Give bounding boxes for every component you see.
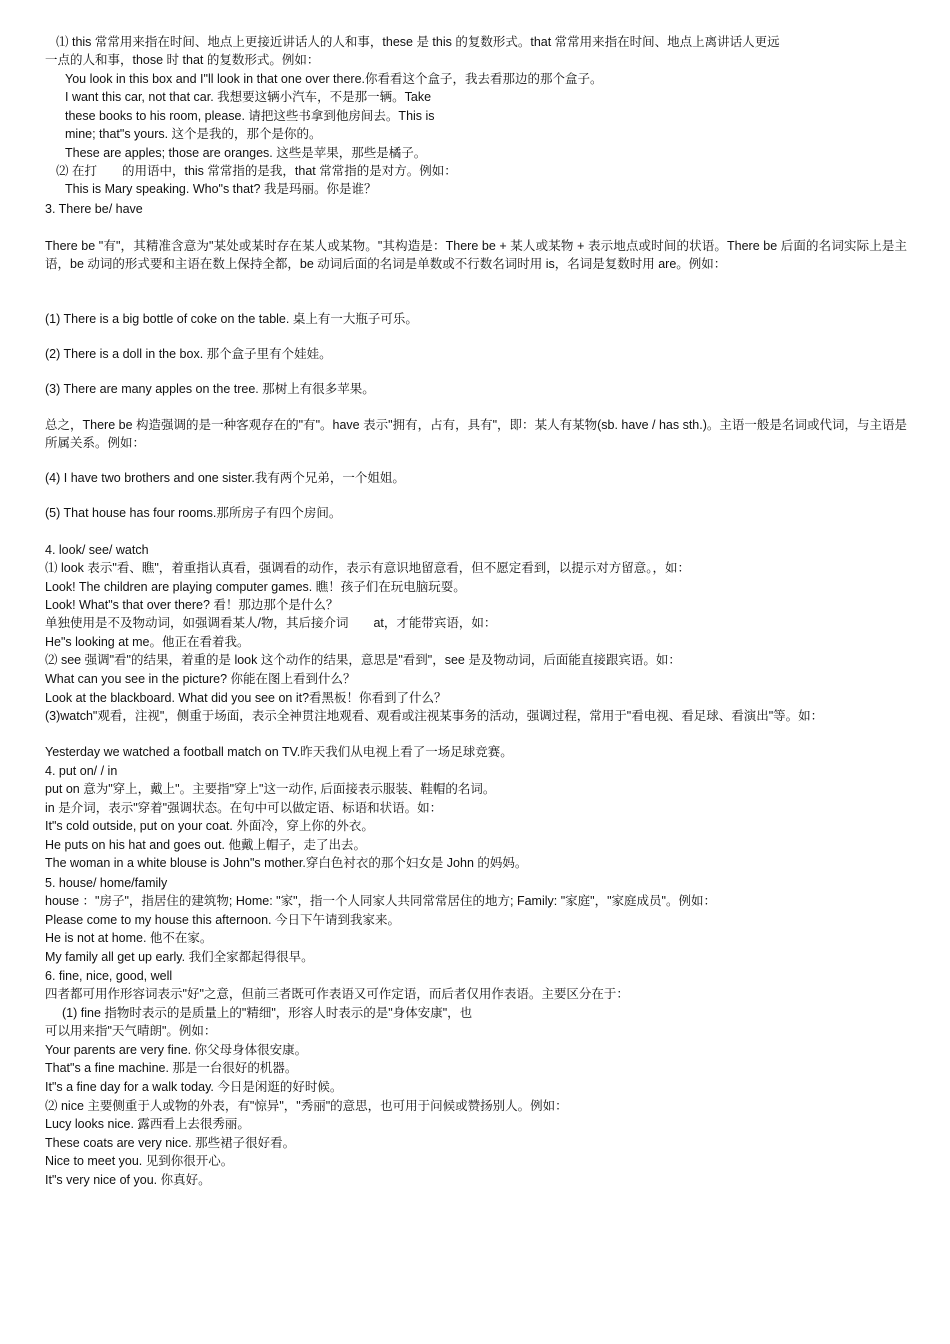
text-line: He"s looking at me。他正在看着我。 bbox=[45, 635, 250, 649]
text-line: Nice to meet you. 见到你很开心。 bbox=[45, 1154, 234, 1168]
text-line: Yesterday we watched a football match on TV.昨天我们从电视上看了一场足球竞赛。 bbox=[45, 745, 513, 759]
text-paragraph: (3)watch"观看，注视"，侧重于场面，表示全神贯注地观看、观看或注视某事务的活动，强调过程，常用于"看电视、看足球、看演出"等。如： bbox=[45, 709, 824, 723]
example-line: (4) I have two brothers and one sister.我有两个兄弟，一个姐姐。 bbox=[45, 471, 405, 485]
example-line: (5) That house has four rooms.那所房子有四个房间。 bbox=[45, 506, 342, 520]
text-line: It"s a fine day for a walk today. 今日是闲逛的好时候。 bbox=[45, 1080, 343, 1094]
text-line: Please come to my house this afternoon. 今日下午请到我家来。 bbox=[45, 913, 400, 927]
text-line: (1) fine 指物时表示的是质量上的"精细"，形容人时表示的是"身体安康"，也 bbox=[62, 1006, 473, 1020]
text-paragraph: There be "有"，其精准含意为"某处或某时存在某人或某物。"其构造是：There be + 某人或某物 + 表示地点或时间的状语。There be 后面的名词实际上是主语，be 动词的形式要和主语在数上保持全都，be 动词后面的名词是单数或不行数名词时用 is，名词是复数时用 are。例如： bbox=[45, 239, 907, 271]
text-line: These are apples; those are oranges. 这些是苹果，那些是橘子。 bbox=[65, 146, 427, 160]
text-line: It"s cold outside, put on your coat. 外面冷，穿上你的外衣。 bbox=[45, 819, 374, 833]
text-line: I want this car, not that car. 我想要这辆小汽车，不是那一辆。Take bbox=[65, 90, 432, 104]
text-line: You look in this box and I"ll look in that one over there.你看看这个盒子，我去看那边的那个盒子。 bbox=[65, 72, 603, 86]
text-line: in 是介词，表示"穿着"强调状态。在句中可以做定语、标语和状语。如： bbox=[45, 801, 443, 815]
text-line: Lucy looks nice. 露西看上去很秀丽。 bbox=[45, 1117, 250, 1131]
text-line: Look at the blackboard. What did you see on it?看黑板！你看到了什么？ bbox=[45, 691, 447, 705]
text-line: ⑵ see 强调"看"的结果，着重的是 look 这个动作的结果，意思是"看到"，see 是及物动词，后面能直接跟宾语。如： bbox=[45, 653, 681, 667]
example-line: (1) There is a big bottle of coke on the table. 桌上有一大瓶子可乐。 bbox=[45, 312, 418, 326]
text-line: 单独使用是不及物动词，如强调看某人/物，其后接介词 at，才能带宾语，如： bbox=[45, 616, 497, 630]
text-line: 可以用来指"天气晴朗"。例如： bbox=[45, 1024, 217, 1038]
section-heading: 3. There be/ have bbox=[45, 202, 143, 216]
text-line: ⑵ nice 主要侧重于人或物的外表，有"惊异"，"秀丽"的意思，也可用于问候或赞扬别人。例如： bbox=[45, 1099, 568, 1113]
text-line: My family all get up early. 我们全家都起得很早。 bbox=[45, 950, 314, 964]
text-line: He puts on his hat and goes out. 他戴上帽子，走了出去。 bbox=[45, 838, 366, 852]
text-line: The woman in a white blouse is John"s mother.穿白色衬衣的那个妇女是 John 的妈妈。 bbox=[45, 856, 528, 870]
section-heading: 4. look/ see/ watch bbox=[45, 543, 149, 557]
text-line: Look! The children are playing computer games. 瞧！孩子们在玩电脑玩耍。 bbox=[45, 580, 466, 594]
text-line: Your parents are very fine. 你父母身体很安康。 bbox=[45, 1043, 308, 1057]
section-heading: 4. put on/ / in bbox=[45, 764, 118, 778]
text-line: 一点的人和事，those 时 that 的复数形式。例如： bbox=[45, 53, 320, 67]
text-line: It"s very nice of you. 你真好。 bbox=[45, 1173, 211, 1187]
text-line: He is not at home. 他不在家。 bbox=[45, 931, 213, 945]
text-line: 四者都可用作形容词表示"好"之意，但前三者既可作表语又可作定语，而后者仅用作表语。主要区分在于： bbox=[45, 987, 629, 1001]
text-line: put on 意为"穿上，戴上"。主要指"穿上"这一动作, 后面接表示服装、鞋帽的名词。 bbox=[45, 782, 496, 796]
text-line: That"s a fine machine. 那是一台很好的机器。 bbox=[45, 1061, 298, 1075]
text-line: This is Mary speaking. Who"s that? 我是玛丽。你是谁？ bbox=[65, 182, 377, 196]
section-heading: 6. fine, nice, good, well bbox=[45, 969, 173, 983]
example-line: (3) There are many apples on the tree. 那树上有很多苹果。 bbox=[45, 382, 375, 396]
text-line: ⑴ this 常常用来指在时间、地点上更接近讲话人的人和事，these 是 this 的复数形式。that 常常用来指在时间、地点上离讲话人更远 bbox=[56, 35, 780, 49]
text-line: house ："房子"，指居住的建筑物; Home: "家"，指一个人同家人共同常常居住的地方; Family: "家庭"，"家庭成员"。例如： bbox=[45, 894, 716, 908]
text-line: these books to his room, please. 请把这些书拿到他房间去。This is bbox=[65, 109, 435, 123]
text-line: ⑴ look 表示"看、瞧"，着重指认真看，强调看的动作，表示有意识地留意看，但不愿定看到，以提示对方留意。，如： bbox=[45, 561, 691, 575]
section-heading: 5. house/ home/family bbox=[45, 876, 168, 890]
text-line: Look! What"s that over there? 看！那边那个是什么？ bbox=[45, 598, 339, 612]
text-line: These coats are very nice. 那些裙子很好看。 bbox=[45, 1136, 296, 1150]
example-line: (2) There is a doll in the box. 那个盒子里有个娃娃。 bbox=[45, 347, 332, 361]
text-line: mine; that"s yours. 这个是我的，那个是你的。 bbox=[65, 127, 322, 141]
text-paragraph: 总之，There be 构造强调的是一种客观存在的"有"。have 表示"拥有，占有，具有"，即：某人有某物(sb. have / has sth.)。主语一般是名词或代词，与主语是所属关系。例如： bbox=[45, 418, 907, 450]
text-line: What can you see in the picture? 你能在图上看到什么？ bbox=[45, 672, 356, 686]
text-line: ⑵ 在打 的用语中，this 常常指的是我，that 常常指的是对方。例如： bbox=[56, 164, 457, 178]
